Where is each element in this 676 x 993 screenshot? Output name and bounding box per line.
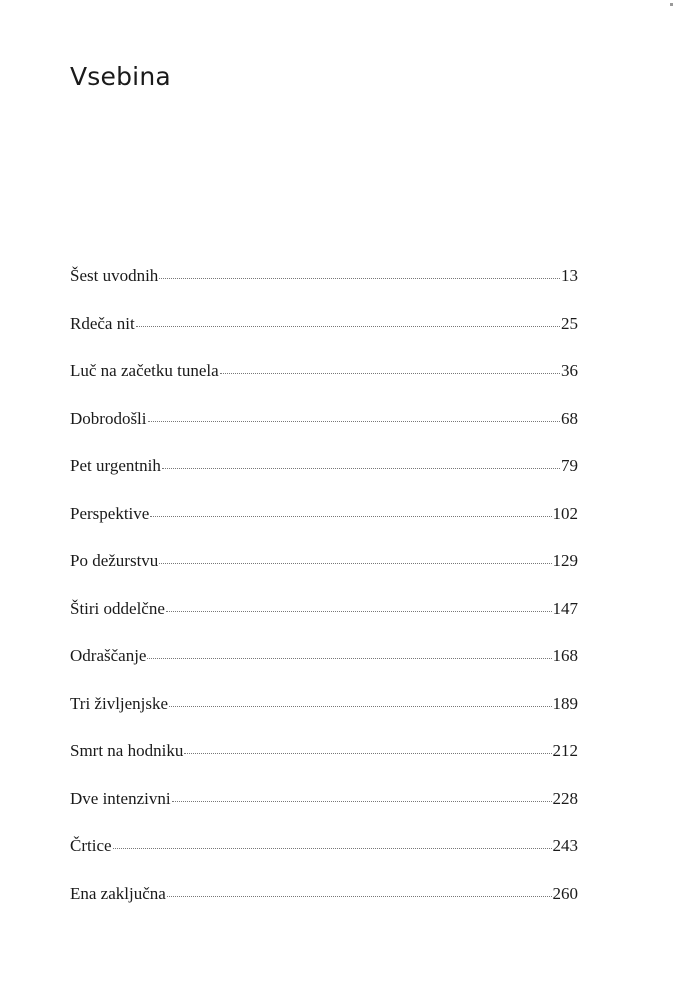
toc-entry-page: 228 bbox=[552, 788, 578, 808]
corner-mark bbox=[670, 3, 673, 6]
toc-entry[interactable] bbox=[70, 690, 578, 738]
toc-dot-leader bbox=[220, 373, 560, 374]
toc-entry-page: 189 bbox=[552, 693, 578, 713]
toc-entry-title: Luč na začetku tunela bbox=[70, 361, 219, 380]
toc-entry[interactable] bbox=[70, 737, 578, 785]
toc-entry-title: Šest uvodnih bbox=[70, 266, 159, 285]
toc-dot-leader bbox=[162, 468, 560, 469]
toc-dot-leader bbox=[184, 753, 551, 754]
toc-entry-title: Dve intenzivni bbox=[70, 788, 171, 808]
table-of-contents bbox=[70, 262, 578, 927]
toc-entry-page: 13 bbox=[561, 266, 578, 285]
toc-entry-title: Ena zaključna bbox=[70, 883, 166, 903]
toc-entry-title: Tri življenjske bbox=[70, 693, 169, 713]
toc-entry-page: 68 bbox=[561, 408, 578, 428]
toc-entry-page: 102 bbox=[552, 503, 578, 523]
toc-entry[interactable] bbox=[70, 452, 578, 500]
toc-entry-page: 36 bbox=[561, 361, 578, 380]
toc-entry-title: Dobrodošli bbox=[70, 408, 147, 428]
toc-entry-title: Smrt na hodniku bbox=[70, 741, 184, 760]
toc-entry-page: 147 bbox=[552, 598, 578, 618]
toc-entry[interactable] bbox=[70, 785, 578, 833]
toc-entry[interactable] bbox=[70, 832, 578, 880]
toc-entry-page: 243 bbox=[552, 836, 578, 855]
toc-entry-page: 79 bbox=[561, 456, 578, 475]
toc-dot-leader bbox=[113, 848, 552, 849]
toc-entry[interactable] bbox=[70, 405, 578, 453]
toc-entry-title: Odraščanje bbox=[70, 646, 147, 665]
toc-dot-leader bbox=[150, 516, 551, 517]
page-title: Vsebina bbox=[70, 62, 171, 91]
toc-entry-title: Rdeča nit bbox=[70, 313, 135, 333]
toc-entry[interactable] bbox=[70, 880, 578, 928]
toc-entry[interactable] bbox=[70, 642, 578, 690]
toc-dot-leader bbox=[159, 563, 551, 564]
toc-entry-title: Štiri oddelčne bbox=[70, 598, 165, 618]
toc-dot-leader bbox=[159, 278, 560, 279]
toc-entry[interactable] bbox=[70, 262, 578, 310]
toc-entry[interactable] bbox=[70, 500, 578, 548]
toc-dot-leader bbox=[169, 706, 551, 707]
toc-entry[interactable] bbox=[70, 595, 578, 643]
toc-entry-title: Pet urgentnih bbox=[70, 456, 161, 475]
toc-entry[interactable] bbox=[70, 357, 578, 405]
toc-entry-title: Po dežurstvu bbox=[70, 551, 159, 570]
toc-dot-leader bbox=[148, 421, 561, 422]
toc-entry[interactable] bbox=[70, 310, 578, 358]
toc-entry-title: Črtice bbox=[70, 836, 112, 855]
toc-dot-leader bbox=[167, 896, 552, 897]
toc-dot-leader bbox=[166, 611, 552, 612]
toc-dot-leader bbox=[172, 801, 552, 802]
toc-entry[interactable] bbox=[70, 547, 578, 595]
toc-entry-page: 25 bbox=[561, 313, 578, 333]
toc-entry-title: Perspektive bbox=[70, 503, 150, 523]
toc-entry-page: 212 bbox=[552, 741, 578, 760]
toc-dot-leader bbox=[136, 326, 560, 327]
toc-entry-page: 129 bbox=[552, 551, 578, 570]
toc-entry-page: 260 bbox=[552, 883, 578, 903]
toc-dot-leader bbox=[147, 658, 551, 659]
toc-entry-page: 168 bbox=[552, 646, 578, 665]
